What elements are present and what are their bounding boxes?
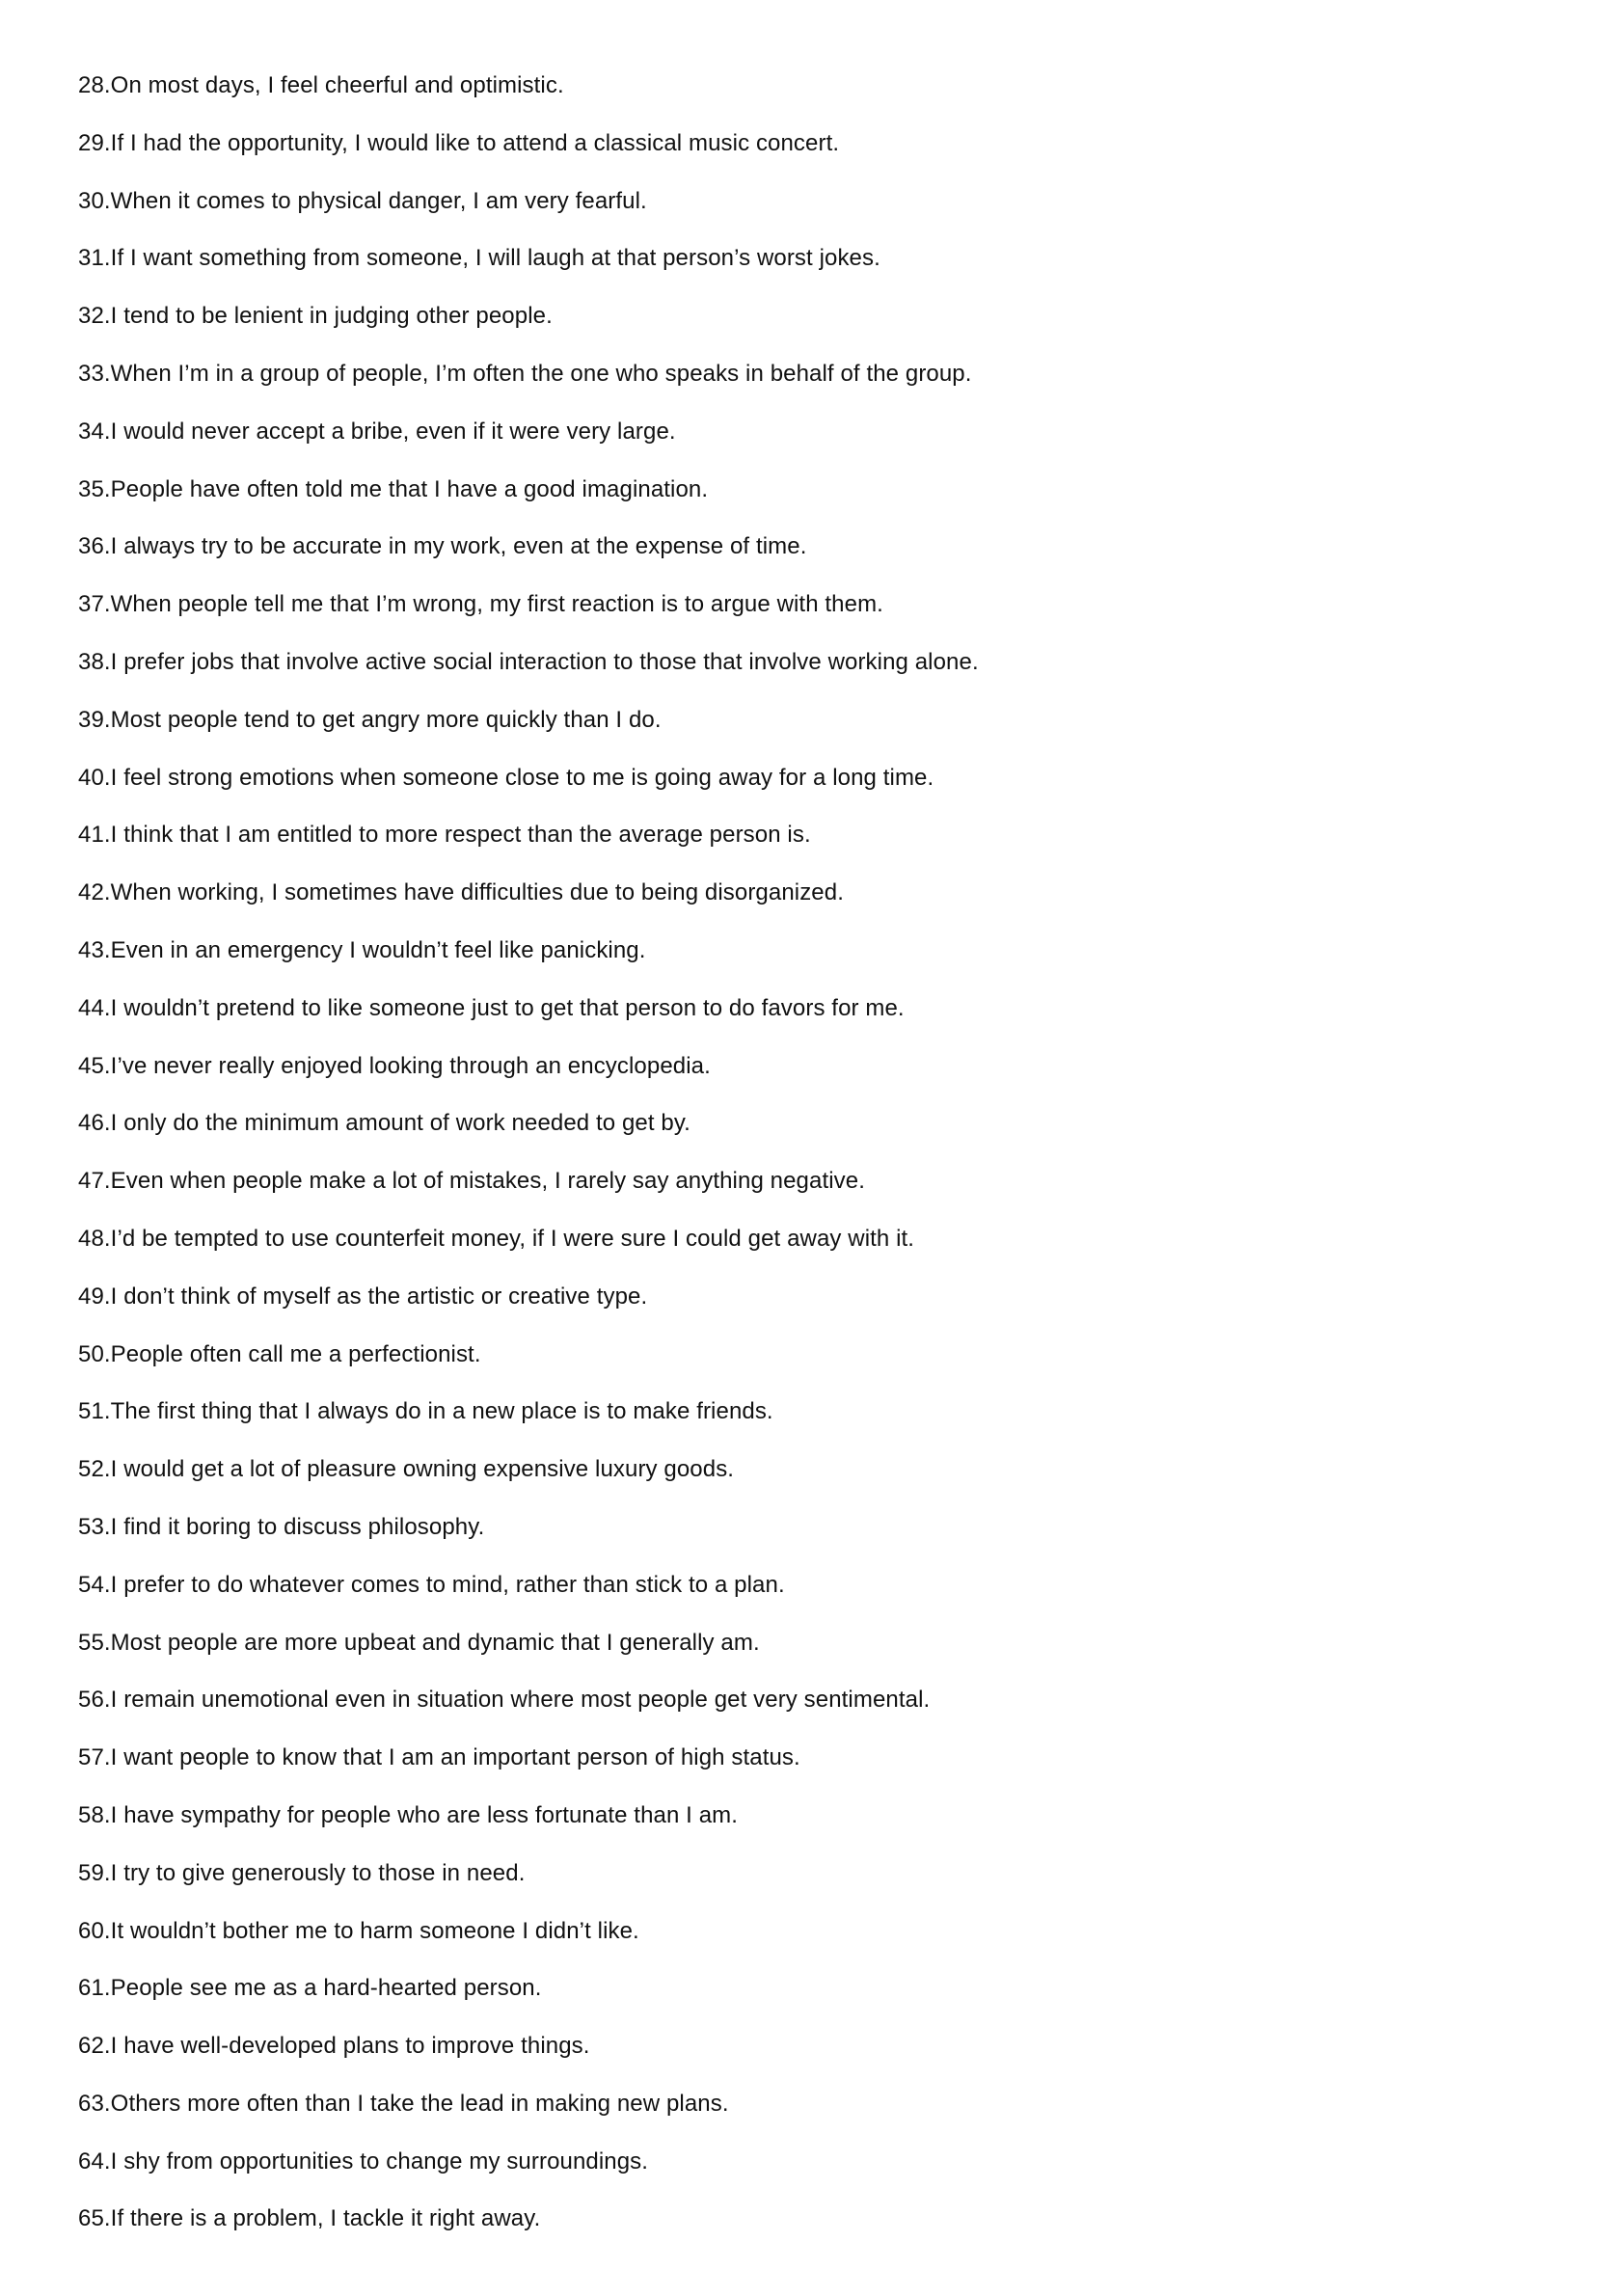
- question-number: 58.: [78, 1801, 111, 1828]
- question-number: 54.: [78, 1571, 111, 1598]
- question-text: I would never accept a bribe, even if it were very large.: [110, 418, 676, 445]
- question-number: 37.: [78, 591, 111, 618]
- question-item: [78, 127, 1525, 185]
- question-number: 35.: [78, 475, 111, 502]
- question-text: When I’m in a group of people, I’m often the one who speaks in behalf of the group.: [110, 360, 972, 387]
- question-item: [78, 1742, 1525, 1799]
- question-item: [78, 2146, 1525, 2203]
- question-text: I want people to know that I am an important person of high status.: [110, 1744, 800, 1771]
- question-number: 39.: [78, 706, 111, 733]
- question-number: 62.: [78, 2033, 111, 2060]
- question-item: [78, 1223, 1525, 1281]
- question-text: When people tell me that I’m wrong, my first reaction is to argue with them.: [110, 591, 883, 618]
- question-text: If there is a problem, I tackle it right away.: [110, 2205, 541, 2232]
- question-text: I have well-developed plans to improve things.: [110, 2033, 590, 2060]
- question-number: 31.: [78, 245, 111, 272]
- question-text: Even when people make a lot of mistakes, I rarely say anything negative.: [110, 1168, 865, 1195]
- question-item: [78, 588, 1525, 646]
- question-text: I wouldn’t pretend to like someone just to get that person to do favors for me.: [110, 994, 905, 1021]
- question-item: [78, 1799, 1525, 1857]
- question-text: I find it boring to discuss philosophy.: [110, 1513, 485, 1540]
- question-item: [78, 1050, 1525, 1108]
- question-text: Others more often than I take the lead in making new plans.: [110, 2090, 729, 2117]
- question-text: When working, I sometimes have difficulties due to being disorganized.: [110, 879, 844, 906]
- question-number: 57.: [78, 1744, 111, 1771]
- question-text: I only do the minimum amount of work needed to get by.: [110, 1110, 690, 1137]
- question-item: [78, 416, 1525, 473]
- question-text: People often call me a perfectionist.: [110, 1340, 481, 1367]
- question-number: 56.: [78, 1687, 111, 1714]
- question-number: 49.: [78, 1283, 111, 1310]
- question-number: 61.: [78, 1975, 111, 2002]
- question-item: [78, 646, 1525, 704]
- question-text: Most people tend to get angry more quickly than I do.: [110, 706, 662, 733]
- question-item: [78, 1107, 1525, 1165]
- question-number: 47.: [78, 1168, 111, 1195]
- question-number: 28.: [78, 72, 111, 98]
- question-item: [78, 934, 1525, 992]
- question-item: [78, 1165, 1525, 1223]
- question-text: I prefer to do whatever comes to mind, rather than stick to a plan.: [110, 1571, 785, 1598]
- question-text: Most people are more upbeat and dynamic that I generally am.: [110, 1629, 760, 1656]
- question-item: [78, 1338, 1525, 1396]
- question-item: [78, 2202, 1525, 2260]
- question-text: I feel strong emotions when someone close to me is going away for a long time.: [110, 764, 934, 791]
- question-number: 32.: [78, 303, 111, 330]
- question-text: I have sympathy for people who are less fortunate than I am.: [110, 1801, 739, 1828]
- question-text: If I want something from someone, I will laugh at that person’s worst jokes.: [110, 245, 880, 272]
- question-text: I try to give generously to those in need.: [110, 1859, 526, 1886]
- question-item: [78, 358, 1525, 416]
- question-item: [78, 704, 1525, 762]
- question-item: [78, 530, 1525, 588]
- question-number: 44.: [78, 994, 111, 1021]
- question-number: 42.: [78, 879, 111, 906]
- question-item: [78, 1915, 1525, 1973]
- question-text: It wouldn’t bother me to harm someone I didn’t like.: [110, 1917, 639, 1944]
- question-text: When it comes to physical danger, I am very fearful.: [110, 187, 647, 214]
- question-number: 34.: [78, 418, 111, 445]
- question-text: I’ve never really enjoyed looking through an encyclopedia.: [110, 1052, 711, 1079]
- question-text: I’d be tempted to use counterfeit money, if I were sure I could get away with it.: [110, 1225, 915, 1252]
- question-number: 36.: [78, 533, 111, 560]
- question-item: [78, 1395, 1525, 1453]
- question-item: [78, 1972, 1525, 2030]
- question-item: [78, 1453, 1525, 1511]
- question-item: [78, 242, 1525, 300]
- question-item: [78, 69, 1525, 127]
- question-number: 33.: [78, 360, 111, 387]
- question-number: 40.: [78, 764, 111, 791]
- question-number: 50.: [78, 1340, 111, 1367]
- question-text: People have often told me that I have a good imagination.: [110, 475, 709, 502]
- question-text: I don’t think of myself as the artistic or creative type.: [110, 1283, 648, 1310]
- question-item: [78, 300, 1525, 358]
- question-number: 51.: [78, 1398, 111, 1425]
- question-number: 41.: [78, 822, 111, 849]
- question-number: 65.: [78, 2205, 111, 2232]
- question-text: I prefer jobs that involve active social interaction to those that involve working alone.: [110, 648, 979, 675]
- question-number: 59.: [78, 1859, 111, 1886]
- question-item: [78, 1857, 1525, 1915]
- question-text: People see me as a hard-hearted person.: [110, 1975, 542, 2002]
- question-text: On most days, I feel cheerful and optimistic.: [110, 72, 564, 98]
- question-number: 60.: [78, 1917, 111, 1944]
- question-text: I tend to be lenient in judging other people.: [110, 303, 553, 330]
- question-number: 64.: [78, 2147, 111, 2174]
- question-text: If I had the opportunity, I would like to attend a classical music concert.: [110, 129, 840, 156]
- question-item: [78, 2030, 1525, 2088]
- question-item: [78, 762, 1525, 820]
- question-number: 30.: [78, 187, 111, 214]
- question-text: I shy from opportunities to change my surroundings.: [110, 2147, 649, 2174]
- questionnaire-list: [78, 69, 1525, 2260]
- question-number: 45.: [78, 1052, 111, 1079]
- question-item: [78, 992, 1525, 1050]
- question-item: [78, 1511, 1525, 1569]
- question-number: 38.: [78, 648, 111, 675]
- question-item: [78, 877, 1525, 934]
- question-text: I think that I am entitled to more respect than the average person is.: [110, 822, 811, 849]
- question-number: 55.: [78, 1629, 111, 1656]
- question-number: 48.: [78, 1225, 111, 1252]
- question-item: [78, 473, 1525, 531]
- question-text: The first thing that I always do in a new place is to make friends.: [110, 1398, 773, 1425]
- question-item: [78, 2088, 1525, 2146]
- question-item: [78, 1684, 1525, 1742]
- question-number: 43.: [78, 936, 111, 963]
- question-text: I always try to be accurate in my work, even at the expense of time.: [110, 533, 807, 560]
- question-item: [78, 1627, 1525, 1685]
- question-number: 53.: [78, 1513, 111, 1540]
- question-text: Even in an emergency I wouldn’t feel like panicking.: [110, 936, 646, 963]
- question-number: 52.: [78, 1456, 111, 1483]
- question-number: 29.: [78, 129, 111, 156]
- question-item: [78, 185, 1525, 243]
- question-item: [78, 1569, 1525, 1627]
- question-number: 46.: [78, 1110, 111, 1137]
- question-number: 63.: [78, 2090, 111, 2117]
- question-item: [78, 1281, 1525, 1338]
- question-item: [78, 819, 1525, 877]
- question-text: I would get a lot of pleasure owning expensive luxury goods.: [110, 1456, 735, 1483]
- question-text: I remain unemotional even in situation where most people get very sentimental.: [110, 1687, 931, 1714]
